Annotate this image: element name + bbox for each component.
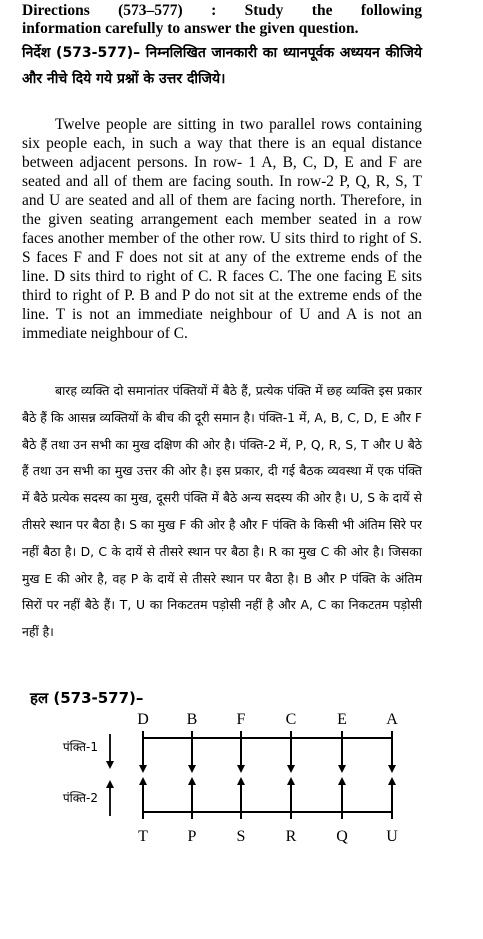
row1-label: पंक्ति-1 [62,740,98,754]
row1-seat-label: D [137,711,149,728]
row2-seat-label: T [138,828,148,845]
row1-seat-label: A [386,711,398,728]
directions-english-line-1: Directions (573–577) : Study the following [22,2,422,19]
directions-english [22,2,422,38]
row2-seat-label: R [285,828,297,845]
passage-hindi [22,378,422,646]
passage-english [22,115,422,343]
row2-label: पंक्ति-2 [62,791,98,805]
passage-hindi-text: बारह व्यक्ति दो समानांतर पंक्तियों में बैठे हैं, प्रत्येक पंक्ति में छह व्यक्ति इस प्रकार बैठे हैं कि आसन्न व्यक्तियों के बीच की दूरी समान है। पंक्ति-1 में, A, B, C, D, E और F बैठे हैं तथा उन सभी का मुख दक्षिण की ओर है। पंक्ति-2 में, P, Q, R, S, T और U बैठे हैं तथा उन सभी का मुख उत्तर की ओर है। इस प्रकार, दी गई बैठक व्यवस्था में एक पंक्ति में बैठे प्रत्येक सदस्य का मुख, दूसरी पंक्ति में बैठे अन्य सदस्य की ओर है। U, S के दायें से तीसरे स्थान पर बैठा है। S का मुख F की ओर है और F पंक्ति के किसी भी अंतिम सिरे पर नहीं बैठा है। D, C के दायें से तीसरे स्थान पर बैठा है। R का मुख C की ओर है। जिसका मुख E की ओर है, वह P के दायें से तीसरे स्थान पर बैठा है। B और P पंक्ति के अंतिम सिरों पर नहीं बैठे हैं। T, U का निकटतम पड़ोसी नहीं है और A, C का निकटतम पड़ोसी नहीं है। [22,383,422,640]
row2-seat-label: U [386,828,398,845]
row1-seat-label: E [337,711,347,728]
row1-seat-label: C [285,711,297,728]
directions-english-line-2: information carefully to answer the given question. [22,20,359,37]
row2-seat-label: P [187,828,197,845]
directions-hindi: निर्देश (573-577)– निम्नलिखित जानकारी का ध्यानपूर्वक अध्ययन कीजिये और नीचे दिये गये प्रश्नों के उत्तर दीजिये। [22,45,422,87]
passage-english-text: Twelve people are sitting in two parallel rows containing six people each, in such a way that there is an equal distance between adjacent persons. In row- 1 A, B, C, D, E and F are seated and all of them are facing south. In row-2 P, Q, R, S, T and U are seated and all of them are facing north. Therefore, in the given seating arrangement each member seated in a row faces another member of the other row. U sits third to right of S. S faces F and F does not sit at any of the extreme ends of the line. D sits third to right of C. R faces C. The one facing E sits third to right of P. B and P do not sit at the extreme ends of the line. T is not an immediate neighbour of U and A is not an immediate neighbour of C. [22,116,422,342]
seating-diagram [0,700,483,850]
solution-heading: हल (573-577)– [30,689,144,707]
row1-seat-label: F [236,711,246,728]
row1-seat-label: B [186,711,198,728]
row2-seat-label: S [236,828,246,845]
row2-seat-label: Q [336,828,348,845]
